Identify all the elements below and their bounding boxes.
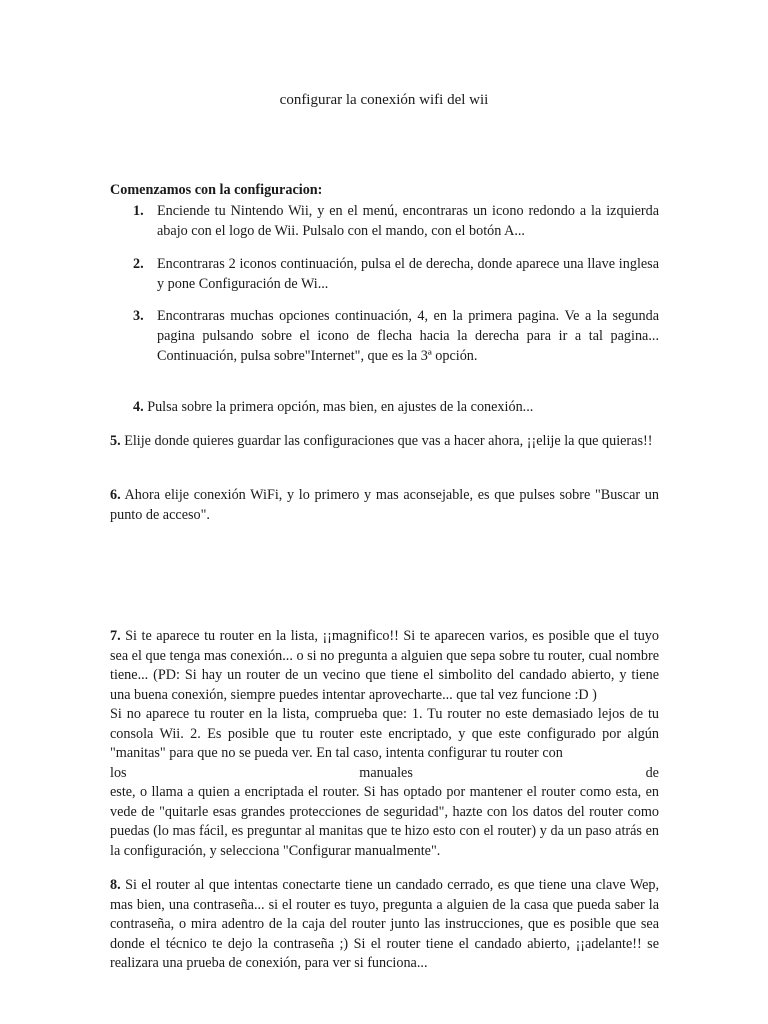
list-item-3: [133, 306, 659, 366]
paragraph-number: 5.: [110, 433, 121, 449]
paragraph-text: Si el router al que intentas conectarte tiene un candado cerrado, es que tiene una clave Wep, mas bien, una contraseña... si el router es tuyo, pregunta a alguien de la casa que pueda saber la contraseña, o mira adentro de la caja del router junto las instrucciones, que es posible que sea donde el técnico te dejo la contraseña ;) Si el router tiene el candado abierto, ¡¡adelante!! se realizara una prueba de conexión, para ver si funciona...: [110, 877, 660, 971]
list-item-4: [133, 397, 693, 417]
stretched-word: de: [645, 764, 659, 781]
paragraph-text: Ahora elije conexión WiFi, y lo primero y mas aconsejable, es que pulses sobre "Buscar un punto de acceso".: [110, 487, 659, 523]
paragraph-text: Si te aparece tu router en la lista, ¡¡magnifico!! Si te aparecen varios, es posible que el tuyo sea el que tenga mas conexión... o si no pregunta a alguien que sepa sobre tu router, cual nombre tiene... (PD: Si hay un router de un vecino que tiene el simbolito del candado abierto, y tiene una buena conexión, siempre puedes intentar aprovecharte... que tal vez funcione :D ): [110, 628, 659, 703]
paragraph-5: [110, 432, 659, 452]
document-title: configurar la conexión wifi del wii: [279, 92, 489, 108]
paragraph-text: Elije donde quieres guardar las configuraciones que vas a hacer ahora, ¡¡elije la que quieras!!: [124, 433, 653, 449]
list-item-text: Enciende tu Nintendo Wii, y en el menú, encontraras un icono redondo a la izquierda abajo con el logo de Wii. Pulsalo con el mando, con el botón A...: [157, 203, 659, 239]
list-item-1: [133, 201, 659, 241]
list-item-text: Pulsa sobre la primera opción, mas bien, en ajustes de la conexión...: [147, 399, 534, 415]
list-item-number: 4.: [133, 399, 144, 415]
paragraph-number: 8.: [110, 877, 121, 893]
section-heading: Comenzamos con la configuracion:: [110, 182, 323, 198]
list-item-number: 1.: [133, 203, 144, 219]
list-item-number: 2.: [133, 256, 144, 272]
list-item-text: Encontraras muchas opciones continuación, 4, en la primera pagina. Ve a la segunda pagina pulsando sobre el icono de flecha hacia la derecha para ir a tal pagina... Continuación, pulsa sobre"Internet", que es la 3ª opción.: [157, 308, 659, 364]
paragraph-7-stretched-line: [110, 764, 659, 784]
list-item-text: Encontraras 2 iconos continuación, pulsa el de derecha, donde aparece una llave inglesa y pone Configuración de Wi...: [157, 256, 659, 292]
stretched-word: manuales: [359, 764, 413, 781]
paragraph-7-part-a: [110, 627, 659, 705]
paragraph-7-part-b: Si no aparece tu router en la lista, comprueba que: 1. Tu router no este demasiado lejos de tu consola Wii. 2. Es posible que tu router este encriptado, y que este configurado por algún "manitas" para que no se pueda ver. En tal caso, intenta configurar tu router con: [110, 706, 659, 761]
paragraph-6: [110, 486, 659, 525]
paragraph-number: 6.: [110, 487, 121, 503]
paragraph-7: [110, 627, 659, 861]
stretched-word: los: [110, 764, 127, 781]
paragraph-number: 7.: [110, 628, 121, 644]
list-item-number: 3.: [133, 308, 144, 324]
paragraph-7-part-c: este, o llama a quien a encriptada el router. Si has optado por mantener el router como esta, en vede de "quitarle esas grandes protecciones de seguridad", hazte con los datos del router como puedas (lo mas fácil, es preguntar al manitas que te hizo esto con el router) y da un paso atrás en la configuración, y selecciona "Configurar manualmente".: [110, 784, 659, 859]
paragraph-8: [110, 876, 659, 974]
list-item-2: [133, 254, 659, 294]
